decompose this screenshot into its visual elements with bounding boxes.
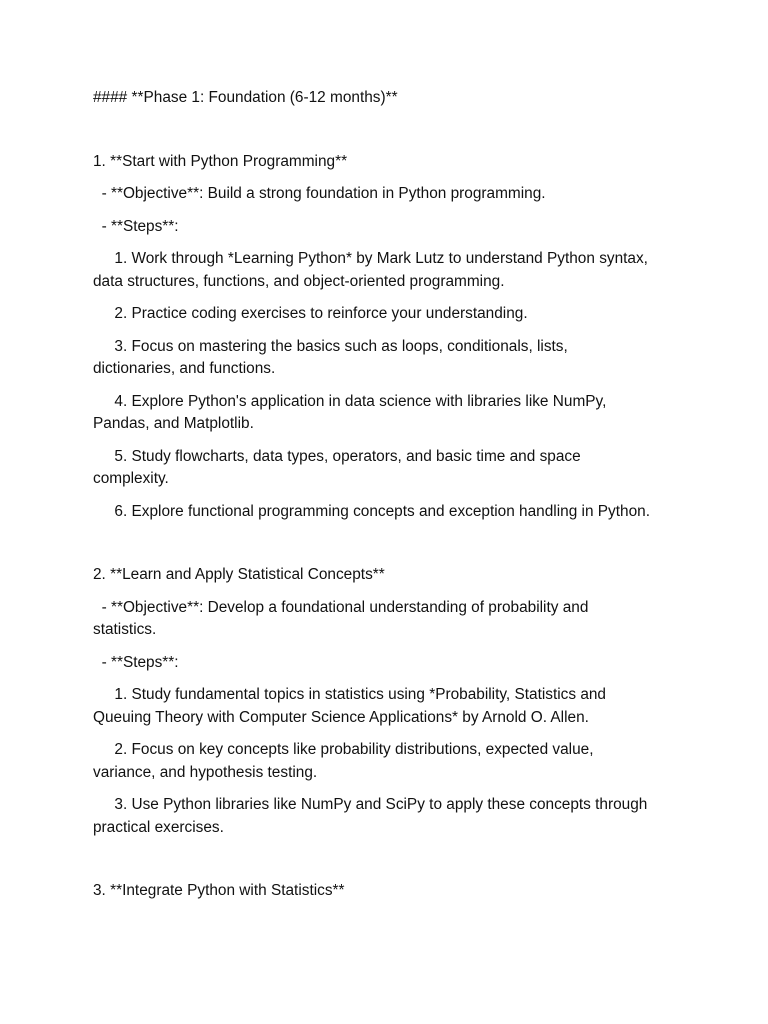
section-2-step-3: 3. Use Python libraries like NumPy and SciPy to apply these concepts through practical exercises. [93, 796, 652, 836]
section-1-step-6: 6. Explore functional programming concepts and exception handling in Python. [93, 502, 650, 520]
section-1-steps-label: - **Steps**: [93, 217, 179, 235]
section-1-title: 1. **Start with Python Programming** [93, 152, 348, 170]
section-1-step-1: 1. Work through *Learning Python* by Mark Lutz to understand Python syntax, data structures, functions, and object-oriented programming. [93, 250, 653, 290]
section-1-step-3: 3. Focus on mastering the basics such as loops, conditionals, lists, dictionaries, and functions. [93, 337, 573, 377]
section-2-step-1: 1. Study fundamental topics in statistics using *Probability, Statistics and Queuing Theory with Computer Science Applications* by Arnold O. Allen. [93, 686, 611, 726]
section-2-step-2: 2. Focus on key concepts like probability distributions, expected value, variance, and hypothesis testing. [93, 741, 598, 781]
document-body [93, 87, 653, 903]
section-1-step-4: 4. Explore Python's application in data science with libraries like NumPy, Pandas, and Matplotlib. [93, 392, 611, 432]
section-1-step-5: 5. Study flowcharts, data types, operators, and basic time and space complexity. [93, 447, 585, 487]
section-1-objective: - **Objective**: Build a strong foundation in Python programming. [93, 185, 546, 202]
section-2-objective: - **Objective**: Develop a foundational understanding of probability and statistics. [93, 598, 593, 638]
section-1-step-2: 2. Practice coding exercises to reinforce your understanding. [93, 305, 528, 322]
section-2-steps-label: - **Steps**: [93, 653, 179, 671]
phase-heading: #### **Phase 1: Foundation (6-12 months)** [93, 89, 398, 106]
section-2-title: 2. **Learn and Apply Statistical Concepts** [93, 566, 385, 583]
section-3-title: 3. **Integrate Python with Statistics** [93, 882, 345, 899]
